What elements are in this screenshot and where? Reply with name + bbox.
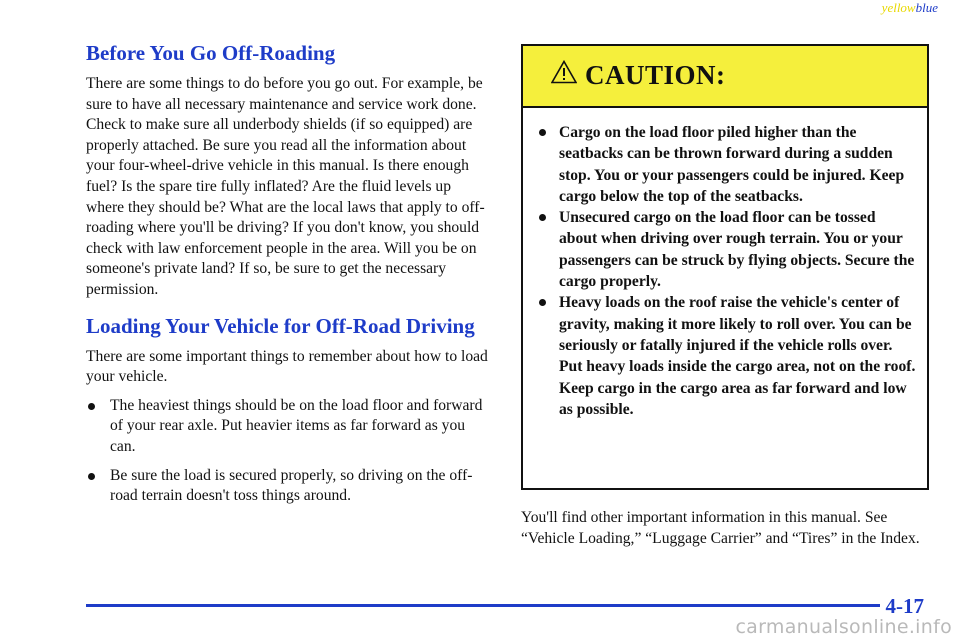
section-heading-before-off-roading: Before You Go Off-Roading bbox=[86, 41, 336, 65]
bullet-icon bbox=[539, 299, 546, 306]
caution-item-text: Heavy loads on the roof raise the vehicle's center of gravity, making it more likely to roll over. You can be seriously or fatally injured if the vehicle rolls over. Put heavy loads inside the cargo area, not on the roof. Keep cargo in the cargo area as far forward and low as possible. bbox=[559, 294, 916, 418]
caution-item-text: Cargo on the load floor piled higher than the seatbacks can be thrown forward during a sudden stop. You or your passengers could be injured. Keep cargo below the top of the seatbacks. bbox=[559, 124, 905, 205]
page-number: 4-17 bbox=[885, 594, 924, 618]
caution-item-text: Unsecured cargo on the load floor can be tossed about when driving over rough terrain. You or your passengers can be struck by flying objects. Secure the cargo properly. bbox=[559, 209, 915, 291]
left-column bbox=[86, 40, 490, 515]
index-reference-paragraph: You'll find other important information in this manual. See “Vehicle Loading,” “Luggage Carrier” and “Tires” in the Index. bbox=[521, 509, 920, 547]
list-item bbox=[537, 207, 917, 292]
warning-triangle-icon bbox=[551, 60, 577, 84]
right-column bbox=[521, 44, 929, 549]
caution-header bbox=[523, 46, 927, 108]
list-item bbox=[86, 396, 490, 458]
list-item-text: Be sure the load is secured properly, so driving on the off-road terrain doesn't toss things around. bbox=[110, 466, 473, 505]
color-tag bbox=[882, 0, 938, 16]
caution-box bbox=[521, 44, 929, 490]
caution-title: CAUTION: bbox=[585, 60, 726, 90]
watermark: carmanualsonline.info bbox=[735, 616, 952, 638]
bullet-icon bbox=[539, 129, 546, 136]
before-off-roading-paragraph: There are some things to do before you go out. For example, be sure to have all necessary maintenance and service work done. Check to make sure all underbody shields (if so equipped) are properly attached. Be sure you read all the information about your four-wheel-drive vehicle in this manual. Is there enough fuel? Is the spare tire fully inflated? Are the fluid levels up where they should be? What are the local laws that apply to off-roading where you'll be driving? If you don't know, you should check with law enforcement people in the area. Will you be on someone's private land? If so, be sure to get the necessary permission. bbox=[86, 75, 485, 298]
footer-divider bbox=[86, 604, 880, 607]
color-tag-yellow: yellow bbox=[881, 0, 916, 15]
list-item bbox=[537, 292, 917, 420]
bullet-icon bbox=[88, 403, 95, 410]
loading-intro-paragraph: There are some important things to remember about how to load your vehicle. bbox=[86, 347, 488, 386]
loading-bullet-list bbox=[86, 396, 490, 507]
color-tag-blue: blue bbox=[915, 0, 938, 15]
section-heading-loading-vehicle: Loading Your Vehicle for Off-Road Driving bbox=[86, 313, 475, 338]
caution-list bbox=[523, 122, 927, 420]
bullet-icon bbox=[88, 473, 95, 480]
bullet-icon bbox=[539, 214, 546, 221]
list-item bbox=[86, 466, 490, 507]
list-item bbox=[537, 122, 917, 207]
list-item-text: The heaviest things should be on the load floor and forward of your rear axle. Put heavier items as far forward as you can. bbox=[110, 396, 483, 455]
